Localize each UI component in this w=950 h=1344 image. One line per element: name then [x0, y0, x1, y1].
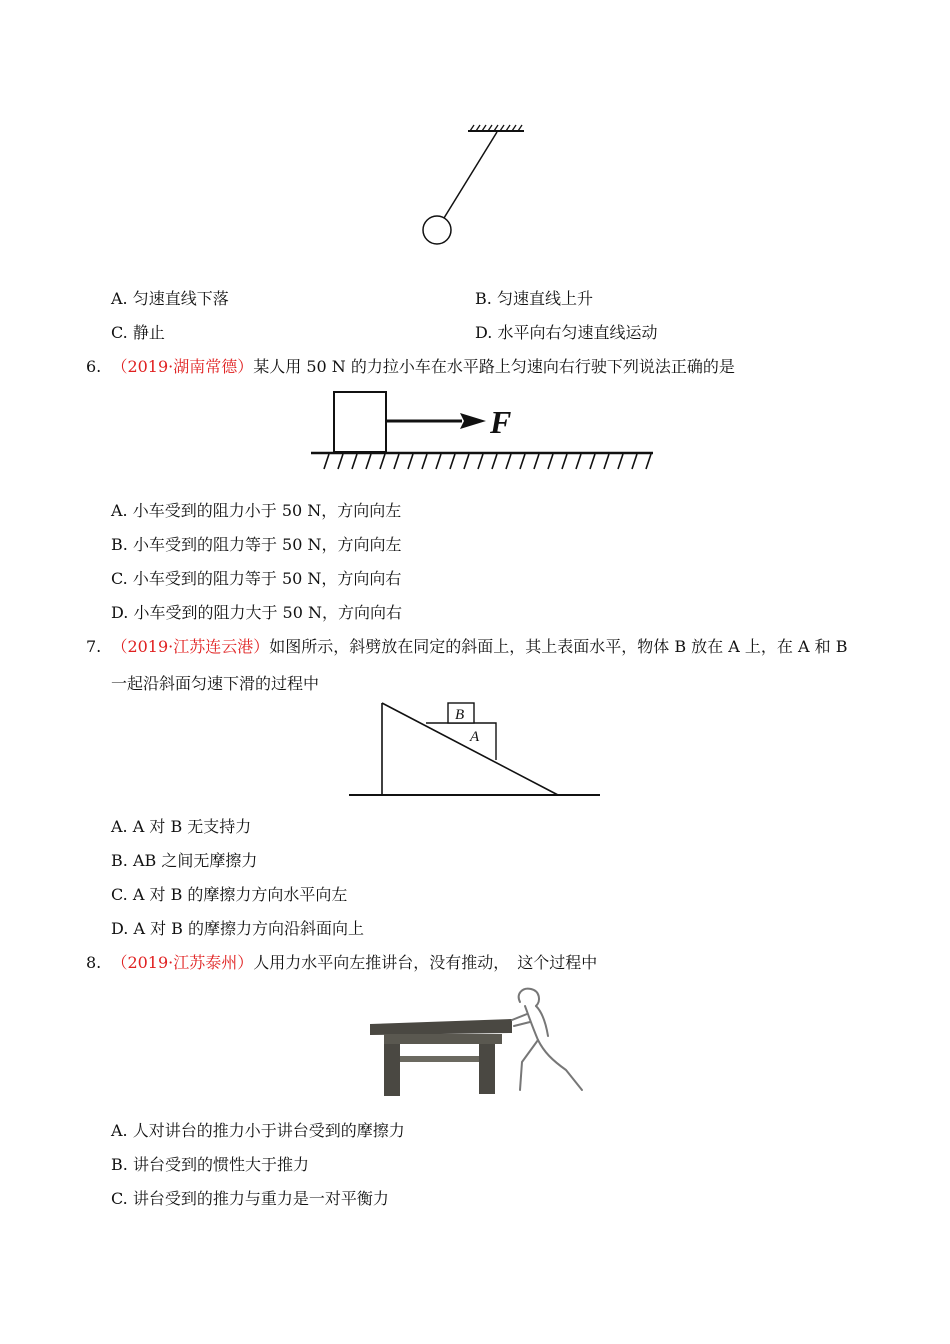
- q5-option-a: A. 匀速直线下落: [111, 289, 229, 308]
- q8-source: （2019·江苏泰州）: [111, 953, 254, 972]
- q5-option-c: C. 静止: [111, 323, 165, 342]
- q8-stem-text: 人用力水平向左推讲台，没有推动， 这个过程中: [253, 953, 598, 972]
- block-b-label: B: [455, 707, 465, 723]
- q6-source: （2019·湖南常德）: [111, 357, 254, 376]
- q7-option-b: B. AB 之间无摩擦力: [111, 851, 258, 870]
- force-f-label: F: [490, 404, 512, 440]
- q6-stem-text: 某人用 50 N 的力拉小车在水平路上匀速向右行驶下列说法正确的是: [253, 357, 735, 376]
- q7-number: 7.: [86, 637, 102, 656]
- q6-number: 6.: [86, 357, 102, 376]
- q8-option-c: C. 讲台受到的推力与重力是一对平衡力: [111, 1189, 389, 1208]
- q7-option-c: C. A 对 B 的摩擦力方向水平向左: [111, 885, 348, 904]
- q6-option-d: D. 小车受到的阻力大于 50 N，方向向右: [111, 603, 402, 622]
- q8-option-b: B. 讲台受到的惯性大于推力: [111, 1155, 309, 1174]
- q7-option-a: A. A 对 B 无支持力: [111, 817, 252, 836]
- block-a-label: A: [470, 729, 480, 745]
- q8-option-a: A. 人对讲台的推力小于讲台受到的摩擦力: [111, 1121, 405, 1140]
- q6-option-b: B. 小车受到的阻力等于 50 N，方向向左: [111, 535, 402, 554]
- q6-option-a: A. 小车受到的阻力小于 50 N，方向向左: [111, 501, 402, 520]
- q7-stem-line2: 一起沿斜面匀速下滑的过程中: [111, 674, 320, 693]
- q7-stem-line1: 如图所示，斜劈放在同定的斜面上，其上表面水平，物体 B 放在 A 上，在 A 和 B: [269, 637, 848, 656]
- q5-option-d: D. 水平向右匀速直线运动: [475, 323, 658, 342]
- q7-source: （2019·江苏连云港）: [111, 637, 270, 656]
- q7-option-d: D. A 对 B 的摩擦力方向沿斜面向上: [111, 919, 365, 938]
- q6-option-c: C. 小车受到的阻力等于 50 N，方向向右: [111, 569, 402, 588]
- q8-number: 8.: [86, 953, 102, 972]
- q5-option-b: B. 匀速直线上升: [475, 289, 593, 308]
